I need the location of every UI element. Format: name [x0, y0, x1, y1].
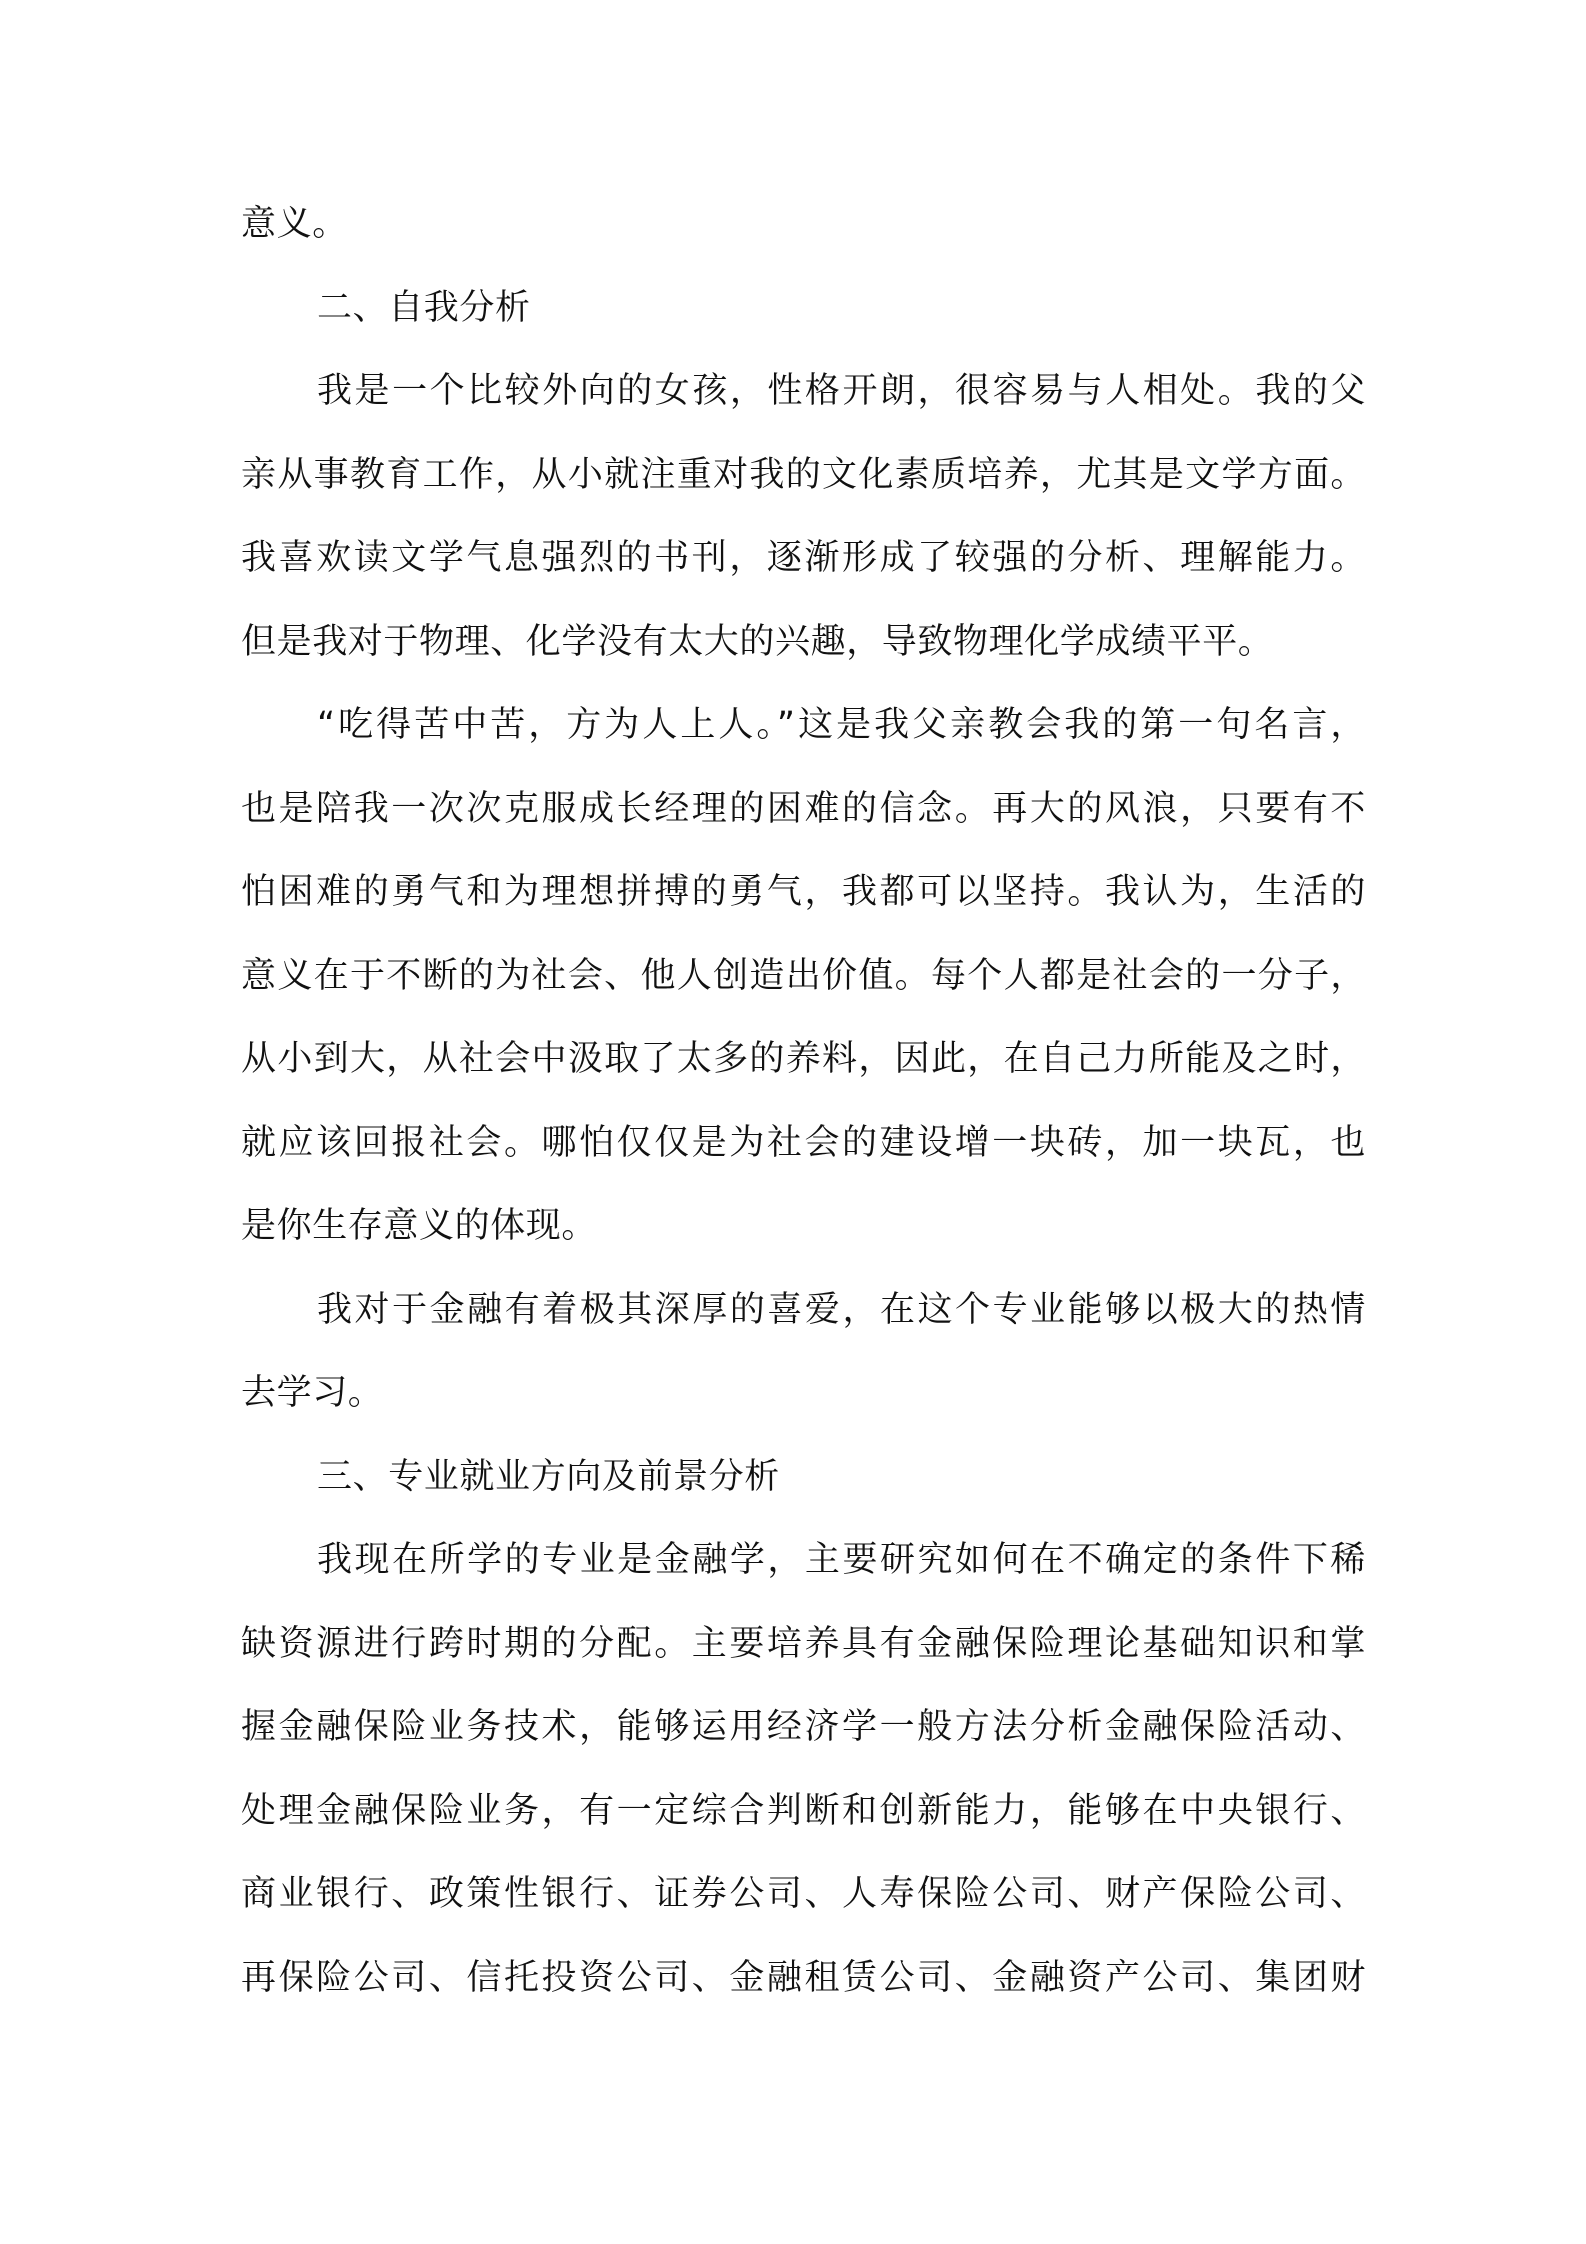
paragraph-line: 我现在所学的专业是金融学，主要研究如何在不确定的条件下稀 — [317, 1540, 1366, 1580]
paragraph-line: 意义在于不断的为社会、他人创造出价值。每个人都是社会的一分子， — [241, 955, 1366, 996]
section-heading: 三、专业就业方向及前景分析 — [317, 1456, 780, 1497]
paragraph-line: 我对于金融有着极其深厚的喜爱，在这个专业能够以极大的热情 — [317, 1289, 1366, 1330]
paragraph-line: 怕困难的勇气和为理想拼搏的勇气，我都可以坚持。我认为，生活的 — [241, 872, 1366, 912]
paragraph-line: 意义。 — [241, 204, 348, 244]
paragraph-line: 但是我对于物理、化学没有太大的兴趣，导致物理化学成绩平平。 — [241, 621, 1274, 662]
paragraph-line: 就应该回报社会。哪怕仅仅是为社会的建设增一块砖，加一块瓦，也 — [241, 1122, 1366, 1163]
paragraph-line: 处理金融保险业务，有一定综合判断和创新能力，能够在中央银行、 — [241, 1790, 1366, 1831]
paragraph-line: 是你生存意义的体现。 — [241, 1206, 598, 1246]
paragraph-line: 也是陪我一次次克服成长经理的困难的信念。再大的风浪，只要有不 — [241, 788, 1366, 829]
paragraph-line: 商业银行、政策性银行、证券公司、人寿保险公司、财产保险公司、 — [241, 1874, 1366, 1914]
section-heading: 二、自我分析 — [317, 287, 531, 328]
paragraph-line: 缺资源进行跨时期的分配。主要培养具有金融保险理论基础知识和掌 — [241, 1623, 1366, 1664]
paragraph-line: 我喜欢读文学气息强烈的书刊，逐渐形成了较强的分析、理解能力。 — [241, 538, 1366, 578]
paragraph-line: “吃得苦中苦，方为人上人。”这是我父亲教会我的第一句名言， — [317, 705, 1366, 745]
paragraph-line: 再保险公司、信托投资公司、金融租赁公司、金融资产公司、集团财 — [241, 1957, 1366, 1998]
document-body — [241, 198, 1366, 2035]
paragraph-line: 握金融保险业务技术，能够运用经济学一般方法分析金融保险活动、 — [241, 1707, 1366, 1747]
paragraph-line: 去学习。 — [241, 1373, 384, 1413]
paragraph-line: 亲从事教育工作，从小就注重对我的文化素质培养，尤其是文学方面。 — [241, 454, 1366, 495]
paragraph-line: 从小到大，从社会中汲取了太多的养料，因此，在自己力所能及之时， — [241, 1039, 1366, 1079]
paragraph-line: 我是一个比较外向的女孩，性格开朗，很容易与人相处。我的父 — [317, 371, 1366, 411]
